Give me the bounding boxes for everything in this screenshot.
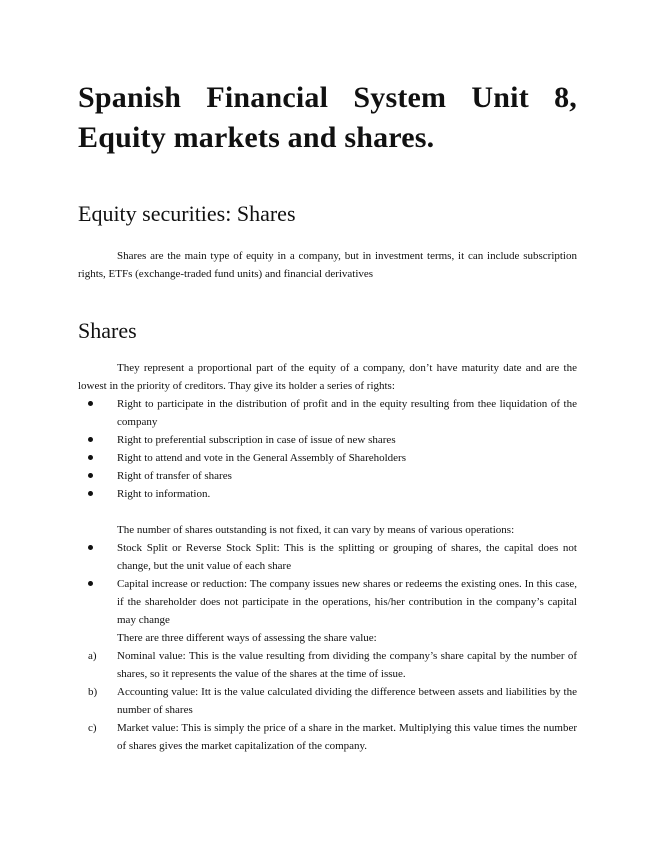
- bullet-icon: [88, 437, 93, 442]
- bullet-icon: [88, 581, 93, 586]
- list-marker: b): [88, 686, 98, 698]
- shares-intro-paragraph: They represent a proportional part of the equity of a company, don’t have maturity date and are the lowest in the priority of creditors. Thay give its holder a series of rights:: [78, 362, 577, 392]
- section-heading-equity-securities: Equity securities: Shares: [78, 201, 296, 226]
- list-item: a) Nominal value: This is the value resulting from dividing the company’s share capital by the number of shares, so it represents the value of the shares at the time of issue.: [78, 647, 577, 683]
- list-item: Right to preferential subscription in case of issue of new shares: [78, 431, 577, 449]
- list-item: Right to attend and vote in the General Assembly of Shareholders: [78, 449, 577, 467]
- bullet-icon: [88, 401, 93, 406]
- list-item: Right to information.: [78, 485, 577, 503]
- operations-list: [78, 539, 577, 629]
- list-item: Right to participate in the distribution of profit and in the equity resulting from thee liquidation of the company: [78, 395, 577, 431]
- list-item: Right of transfer of shares: [78, 467, 577, 485]
- bullet-icon: [88, 455, 93, 460]
- share-value-list: [78, 647, 577, 755]
- list-item: Stock Split or Reverse Stock Split: This is the splitting or grouping of shares, the capital does not change, but the unit value of each share: [78, 539, 577, 575]
- bullet-icon: [88, 491, 93, 496]
- bullet-icon: [88, 545, 93, 550]
- assessing-intro: There are three different ways of assessing the share value:: [117, 632, 377, 644]
- list-marker: c): [88, 722, 97, 734]
- section-heading-shares: Shares: [78, 318, 137, 343]
- bullet-icon: [88, 473, 93, 478]
- document-title: Spanish Financial System Unit 8, Equity markets and shares.: [78, 81, 577, 154]
- rights-list: [78, 395, 577, 503]
- equity-securities-paragraph: Shares are the main type of equity in a company, but in investment terms, it can include subscription rights, ETFs (exchange-traded fund units) and financial derivatives: [78, 250, 577, 280]
- list-item: b) Accounting value: Itt is the value calculated dividing the difference between assets and liabilities by the number of shares: [78, 683, 577, 719]
- list-marker: a): [88, 650, 97, 662]
- list-item: Capital increase or reduction: The company issues new shares or redeems the existing ones. In this case, if the shareholder does not participate in the operations, his/her contribution in the company’s capital may change: [78, 575, 577, 629]
- shares-outstanding-paragraph: The number of shares outstanding is not fixed, it can vary by means of various operations:: [117, 524, 515, 536]
- list-item: c) Market value: This is simply the price of a share in the market. Multiplying this value times the number of shares gives the market capitalization of the company.: [78, 719, 577, 755]
